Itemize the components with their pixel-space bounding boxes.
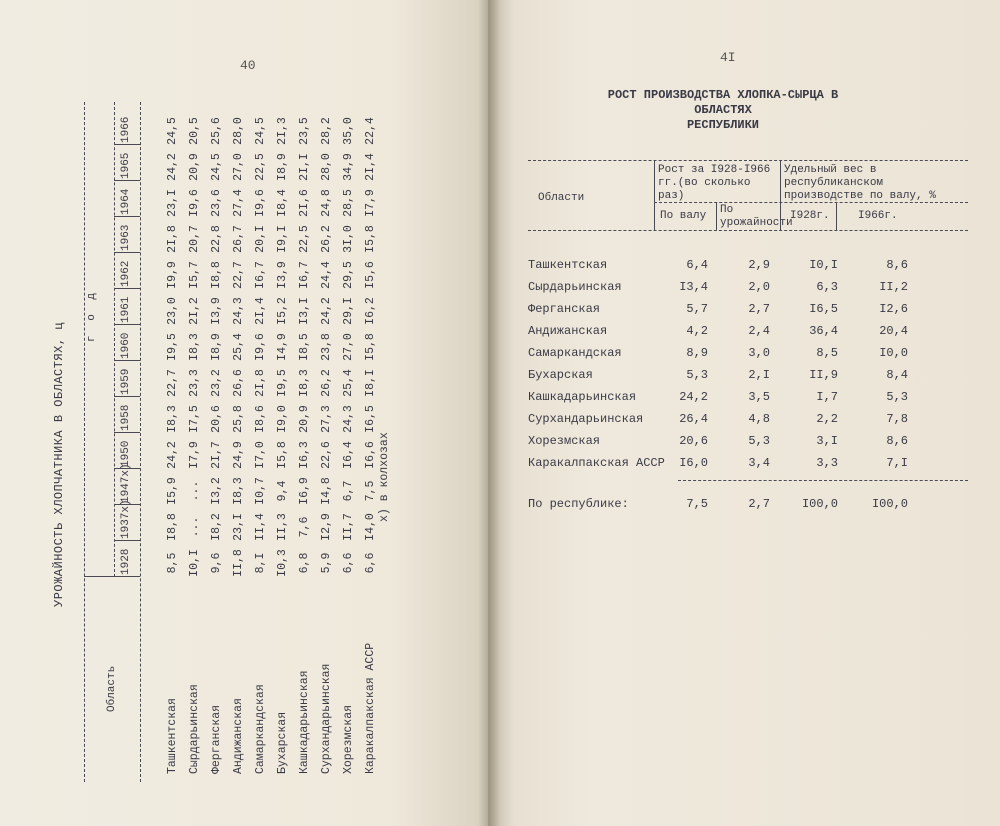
yield-value: II,7 <box>342 513 355 541</box>
sub-header-1966: I966г. <box>858 210 898 222</box>
yield-value: II,3 <box>276 513 289 541</box>
total-value: 7,5 <box>686 497 708 511</box>
region-name: Каракалпакская АССР <box>528 456 665 470</box>
table-row <box>528 390 968 410</box>
table-row <box>298 102 316 782</box>
yield-value: I8,8 <box>166 513 179 541</box>
yield-value: I8,5 <box>298 333 311 361</box>
table-row <box>320 102 338 782</box>
yield-value: 2I,I <box>298 153 311 181</box>
total-row <box>528 497 968 517</box>
year-group-label: г о д <box>86 288 98 342</box>
yield-value: 22,5 <box>298 225 311 253</box>
growth-value: 5,3 <box>748 434 770 448</box>
region-name: Ферганская <box>210 704 223 774</box>
table-header-rule <box>528 230 968 231</box>
growth-value: 8,6 <box>886 258 908 272</box>
yield-value: 24,2 <box>320 297 333 325</box>
region-name: Кашкадарьинская <box>298 670 311 774</box>
yield-value: 2I,2 <box>188 297 201 325</box>
region-name: Сырдарьинская <box>528 280 622 294</box>
yield-value: 24,8 <box>320 189 333 217</box>
yield-value: I8,9 <box>276 153 289 181</box>
yield-value: I5,2 <box>276 297 289 325</box>
region-name: Ташкентская <box>166 698 179 774</box>
yield-value: 28,0 <box>232 117 245 145</box>
table-row <box>254 102 272 782</box>
yield-value: 22,5 <box>254 153 267 181</box>
yield-value: I5,8 <box>364 225 377 253</box>
yield-value: 2I,8 <box>166 225 179 253</box>
yield-value: II,8 <box>232 549 245 577</box>
total-value: I00,0 <box>801 497 838 511</box>
yield-value: 25,6 <box>210 117 223 145</box>
region-name: Хорезмская <box>528 434 601 448</box>
year-header: 1962 <box>120 260 132 287</box>
growth-value: 2,7 <box>748 302 770 316</box>
yield-value: I8,4 <box>276 189 289 217</box>
growth-value: II,9 <box>809 368 838 382</box>
yield-value: I6,3 <box>298 441 311 469</box>
year-header: 1937x) <box>120 499 132 539</box>
region-name: Бухарская <box>528 368 593 382</box>
growth-value: 8,4 <box>886 368 908 382</box>
yield-value: 26,6 <box>232 369 245 397</box>
growth-value: I6,0 <box>679 456 708 470</box>
yield-value: I0,7 <box>254 477 267 505</box>
region-name: Сырдарьинская <box>188 684 201 774</box>
growth-value: 8,9 <box>686 346 708 360</box>
table-row <box>528 280 968 300</box>
yield-value: I8,2 <box>210 513 223 541</box>
growth-value: 6,3 <box>816 280 838 294</box>
yield-value: I9,5 <box>276 369 289 397</box>
yield-value: I9,9 <box>166 261 179 289</box>
growth-value: 2,I <box>748 368 770 382</box>
region-name: Каракалпакская АССР <box>364 642 377 774</box>
yield-value: 28,0 <box>320 153 333 181</box>
yield-value: 22,4 <box>364 117 377 145</box>
yield-value: 24,5 <box>210 153 223 181</box>
sub-header-1928: I928г. <box>790 210 830 222</box>
yield-value: 23,3 <box>188 369 201 397</box>
growth-value: 8,5 <box>816 346 838 360</box>
yield-value: 22,7 <box>166 369 179 397</box>
yield-value: I3,9 <box>210 297 223 325</box>
growth-value: I0,I <box>809 258 838 272</box>
share-group-header: Удельный вес в республиканском производстве по валу, % <box>784 164 936 202</box>
yield-value: 27,0 <box>232 153 245 181</box>
yield-value: 20,7 <box>188 225 201 253</box>
yield-value: 25,4 <box>342 369 355 397</box>
yield-value: 24,3 <box>232 297 245 325</box>
yield-value: I3,9 <box>276 261 289 289</box>
yield-value: 20,9 <box>298 405 311 433</box>
year-header: 1959 <box>120 368 132 395</box>
growth-value: 24,2 <box>679 390 708 404</box>
growth-value: 2,4 <box>748 324 770 338</box>
table-row <box>188 102 206 782</box>
table-row <box>528 456 968 476</box>
yield-value: 9,6 <box>210 552 223 574</box>
total-label: По республике: <box>528 497 629 511</box>
left-page <box>0 0 488 826</box>
yield-value: I9,6 <box>188 189 201 217</box>
growth-value: 4,2 <box>686 324 708 338</box>
yield-value: 5,9 <box>320 552 333 574</box>
yield-value: 26,2 <box>320 369 333 397</box>
growth-value: 26,4 <box>679 412 708 426</box>
growth-value: I3,4 <box>679 280 708 294</box>
total-rule <box>678 480 968 481</box>
yield-value: 24,2 <box>166 153 179 181</box>
yield-value: I9,5 <box>166 333 179 361</box>
yield-value: I6,4 <box>342 441 355 469</box>
title-line-1: РОСТ ПРОИЗВОДСТВА ХЛОПКА-СЫРЦА В ОБЛАСТЯХ <box>607 88 839 117</box>
growth-value: 5,3 <box>686 368 708 382</box>
page-number-right: 4I <box>720 50 736 65</box>
yield-value: 24,5 <box>166 117 179 145</box>
yield-value: 23,6 <box>210 189 223 217</box>
growth-value: 6,4 <box>686 258 708 272</box>
yield-value: I9,6 <box>254 189 267 217</box>
yield-value: 27,0 <box>342 333 355 361</box>
growth-value: 3,0 <box>748 346 770 360</box>
growth-value: 5,3 <box>886 390 908 404</box>
year-header: 1960 <box>120 332 132 359</box>
table-row <box>166 102 184 782</box>
growth-value: I0,0 <box>879 346 908 360</box>
region-name: Сурхандарьинская <box>320 663 333 774</box>
yield-value: 35,0 <box>342 117 355 145</box>
year-header: 1966 <box>120 116 132 143</box>
yield-value: 24,2 <box>166 441 179 469</box>
table-top-rule <box>84 102 85 782</box>
yield-value: I4,0 <box>364 513 377 541</box>
yield-value: 29,I <box>342 297 355 325</box>
yield-value: 2I,6 <box>298 189 311 217</box>
year-header: 1961 <box>120 296 132 323</box>
yield-value: ... <box>188 480 201 502</box>
col-region-header: Области <box>538 192 585 204</box>
yield-value: 2I,4 <box>364 153 377 181</box>
table-row <box>528 302 968 322</box>
yield-value: I8,I <box>364 369 377 397</box>
yield-value: 8,I <box>254 552 267 574</box>
growth-value: 20,6 <box>679 434 708 448</box>
rotated-yield-table <box>52 102 410 782</box>
yield-value: I6,2 <box>364 297 377 325</box>
table-row <box>528 346 968 366</box>
growth-value: 2,0 <box>748 280 770 294</box>
yield-value: I9,I <box>276 225 289 253</box>
table-row <box>232 102 250 782</box>
region-name: Ферганская <box>528 302 601 316</box>
growth-value: 3,I <box>816 434 838 448</box>
yield-value: I7,9 <box>188 441 201 469</box>
yield-value: 20,I <box>254 225 267 253</box>
yield-value: I8,8 <box>210 261 223 289</box>
table-top-rule <box>528 160 968 161</box>
yield-value: 6,8 <box>298 552 311 574</box>
yield-value: 20,9 <box>188 153 201 181</box>
yield-value: 24,4 <box>320 261 333 289</box>
growth-group-header: Рост за I928-I966 гг.(во сколько раз) <box>658 164 771 202</box>
growth-value: 3,5 <box>748 390 770 404</box>
yield-value: 22,8 <box>210 225 223 253</box>
growth-value: I,7 <box>816 390 838 404</box>
yield-value: 28,5 <box>342 189 355 217</box>
yield-value: 9,4 <box>276 480 289 502</box>
yield-value: 23,8 <box>320 333 333 361</box>
sub-header-gross: По валу <box>660 210 707 222</box>
growth-table-title <box>583 88 863 133</box>
yield-value: 2I,4 <box>254 297 267 325</box>
sub-header-yield: По урожайности <box>720 204 793 229</box>
yield-value: 8,5 <box>166 552 179 574</box>
yield-value: 26,2 <box>320 225 333 253</box>
yield-value: 27,4 <box>232 189 245 217</box>
yield-value: I8,9 <box>210 333 223 361</box>
yield-value: 20,6 <box>210 405 223 433</box>
yield-value: ... <box>188 516 201 538</box>
yield-value: I8,3 <box>166 405 179 433</box>
yield-table-title: УРОЖАЙНОСТЬ ХЛОПЧАТНИКА В ОБЛАСТЯХ, ц <box>52 322 66 607</box>
yield-value: I5,8 <box>276 441 289 469</box>
growth-value: II,2 <box>879 280 908 294</box>
yield-value: 27,3 <box>320 405 333 433</box>
right-page <box>488 0 1000 826</box>
year-header: 1963 <box>120 224 132 251</box>
year-header: 1965 <box>120 152 132 179</box>
yield-value: 26,7 <box>232 225 245 253</box>
yield-value: I8,3 <box>298 369 311 397</box>
year-header: 1964 <box>120 188 132 215</box>
yield-value: I5,7 <box>188 261 201 289</box>
table-row <box>528 258 968 278</box>
table-row <box>528 412 968 432</box>
yield-value: 23,I <box>166 189 179 217</box>
yield-value: 25,8 <box>232 405 245 433</box>
yield-value: I6,7 <box>254 261 267 289</box>
table-row <box>342 102 360 782</box>
footnote: х) в колхозах <box>378 432 391 522</box>
yield-value: I9,0 <box>276 405 289 433</box>
yield-value: 23,I <box>232 513 245 541</box>
yield-value: I6,7 <box>298 261 311 289</box>
yield-value: I6,5 <box>364 405 377 433</box>
growth-value: 8,6 <box>886 434 908 448</box>
yield-value: 28,2 <box>320 117 333 145</box>
region-name: Кашкадарьинская <box>528 390 637 404</box>
growth-value: I6,5 <box>809 302 838 316</box>
book-gutter <box>478 0 500 826</box>
yield-value: I7,9 <box>364 189 377 217</box>
table-row <box>210 102 228 782</box>
yield-value: 22,6 <box>320 441 333 469</box>
yield-value: 23,0 <box>166 297 179 325</box>
yield-value: I8,3 <box>232 477 245 505</box>
yield-value: 23,2 <box>210 369 223 397</box>
yield-value: I6,9 <box>298 477 311 505</box>
yield-value: 2I,7 <box>210 441 223 469</box>
table-header-rule <box>140 102 141 782</box>
growth-value: 20,4 <box>879 324 908 338</box>
growth-value: 2,9 <box>748 258 770 272</box>
region-name: Андижанская <box>528 324 608 338</box>
region-name: Ташкентская <box>528 258 608 272</box>
yield-value: 22,7 <box>232 261 245 289</box>
growth-value: 3,3 <box>816 456 838 470</box>
region-name: Андижанская <box>232 698 245 774</box>
yield-value: I3,I <box>298 297 311 325</box>
region-name: Самаркандская <box>528 346 622 360</box>
yield-value: 24,3 <box>342 405 355 433</box>
yield-value: 25,4 <box>232 333 245 361</box>
yield-value: I5,9 <box>166 477 179 505</box>
growth-value: 2,2 <box>816 412 838 426</box>
region-name: Самаркандская <box>254 684 267 774</box>
growth-value: 7,I <box>886 456 908 470</box>
yield-value: 3I,0 <box>342 225 355 253</box>
yield-value: I2,9 <box>320 513 333 541</box>
year-header: 1958 <box>120 404 132 431</box>
year-header: 1928 <box>120 548 132 575</box>
growth-value: 3,4 <box>748 456 770 470</box>
yield-value: 6,6 <box>342 552 355 574</box>
yield-value: I8,6 <box>254 405 267 433</box>
yield-value: I9,6 <box>254 333 267 361</box>
yield-value: 2I,8 <box>254 369 267 397</box>
table-row <box>276 102 294 782</box>
yield-value: I5,8 <box>364 333 377 361</box>
yield-value: 24,5 <box>254 117 267 145</box>
growth-value: 4,8 <box>748 412 770 426</box>
yield-value: 23,5 <box>298 117 311 145</box>
yield-value: 20,5 <box>188 117 201 145</box>
yield-value: 7,5 <box>364 480 377 502</box>
growth-value: 7,8 <box>886 412 908 426</box>
yield-value: II,4 <box>254 513 267 541</box>
yield-value: 29,5 <box>342 261 355 289</box>
table-row <box>528 368 968 388</box>
growth-value: 36,4 <box>809 324 838 338</box>
yield-value: I4,9 <box>276 333 289 361</box>
yield-value: I3,2 <box>210 477 223 505</box>
title-line-2: РЕСПУБЛИКИ <box>686 118 759 132</box>
yield-value: I5,6 <box>364 261 377 289</box>
region-name: Хорезмская <box>342 704 355 774</box>
yield-value: I4,8 <box>320 477 333 505</box>
yield-value: 2I,3 <box>276 117 289 145</box>
yield-value: 24,9 <box>232 441 245 469</box>
year-header: 1947x) <box>120 463 132 503</box>
yield-value: 6,7 <box>342 480 355 502</box>
yield-value: 7,6 <box>298 516 311 538</box>
page-number-left: 40 <box>240 58 256 73</box>
total-value: I00,0 <box>871 497 908 511</box>
region-name: Бухарская <box>276 711 289 774</box>
region-name: Сурхандарьинская <box>528 412 644 426</box>
total-value: 2,7 <box>748 497 770 511</box>
col-region-header: Область <box>106 665 118 712</box>
table-row <box>528 434 968 454</box>
yield-value: I0,3 <box>276 549 289 577</box>
table-row <box>528 324 968 344</box>
growth-value: I2,6 <box>879 302 908 316</box>
yield-value: I6,6 <box>364 441 377 469</box>
yield-value: I8,3 <box>188 333 201 361</box>
yield-value: 34,9 <box>342 153 355 181</box>
yield-value: 6,6 <box>364 552 377 574</box>
growth-value: 5,7 <box>686 302 708 316</box>
yield-value: I0,I <box>188 549 201 577</box>
yield-value: I7,5 <box>188 405 201 433</box>
year-header: 1950 <box>120 440 132 467</box>
yield-value: I7,0 <box>254 441 267 469</box>
